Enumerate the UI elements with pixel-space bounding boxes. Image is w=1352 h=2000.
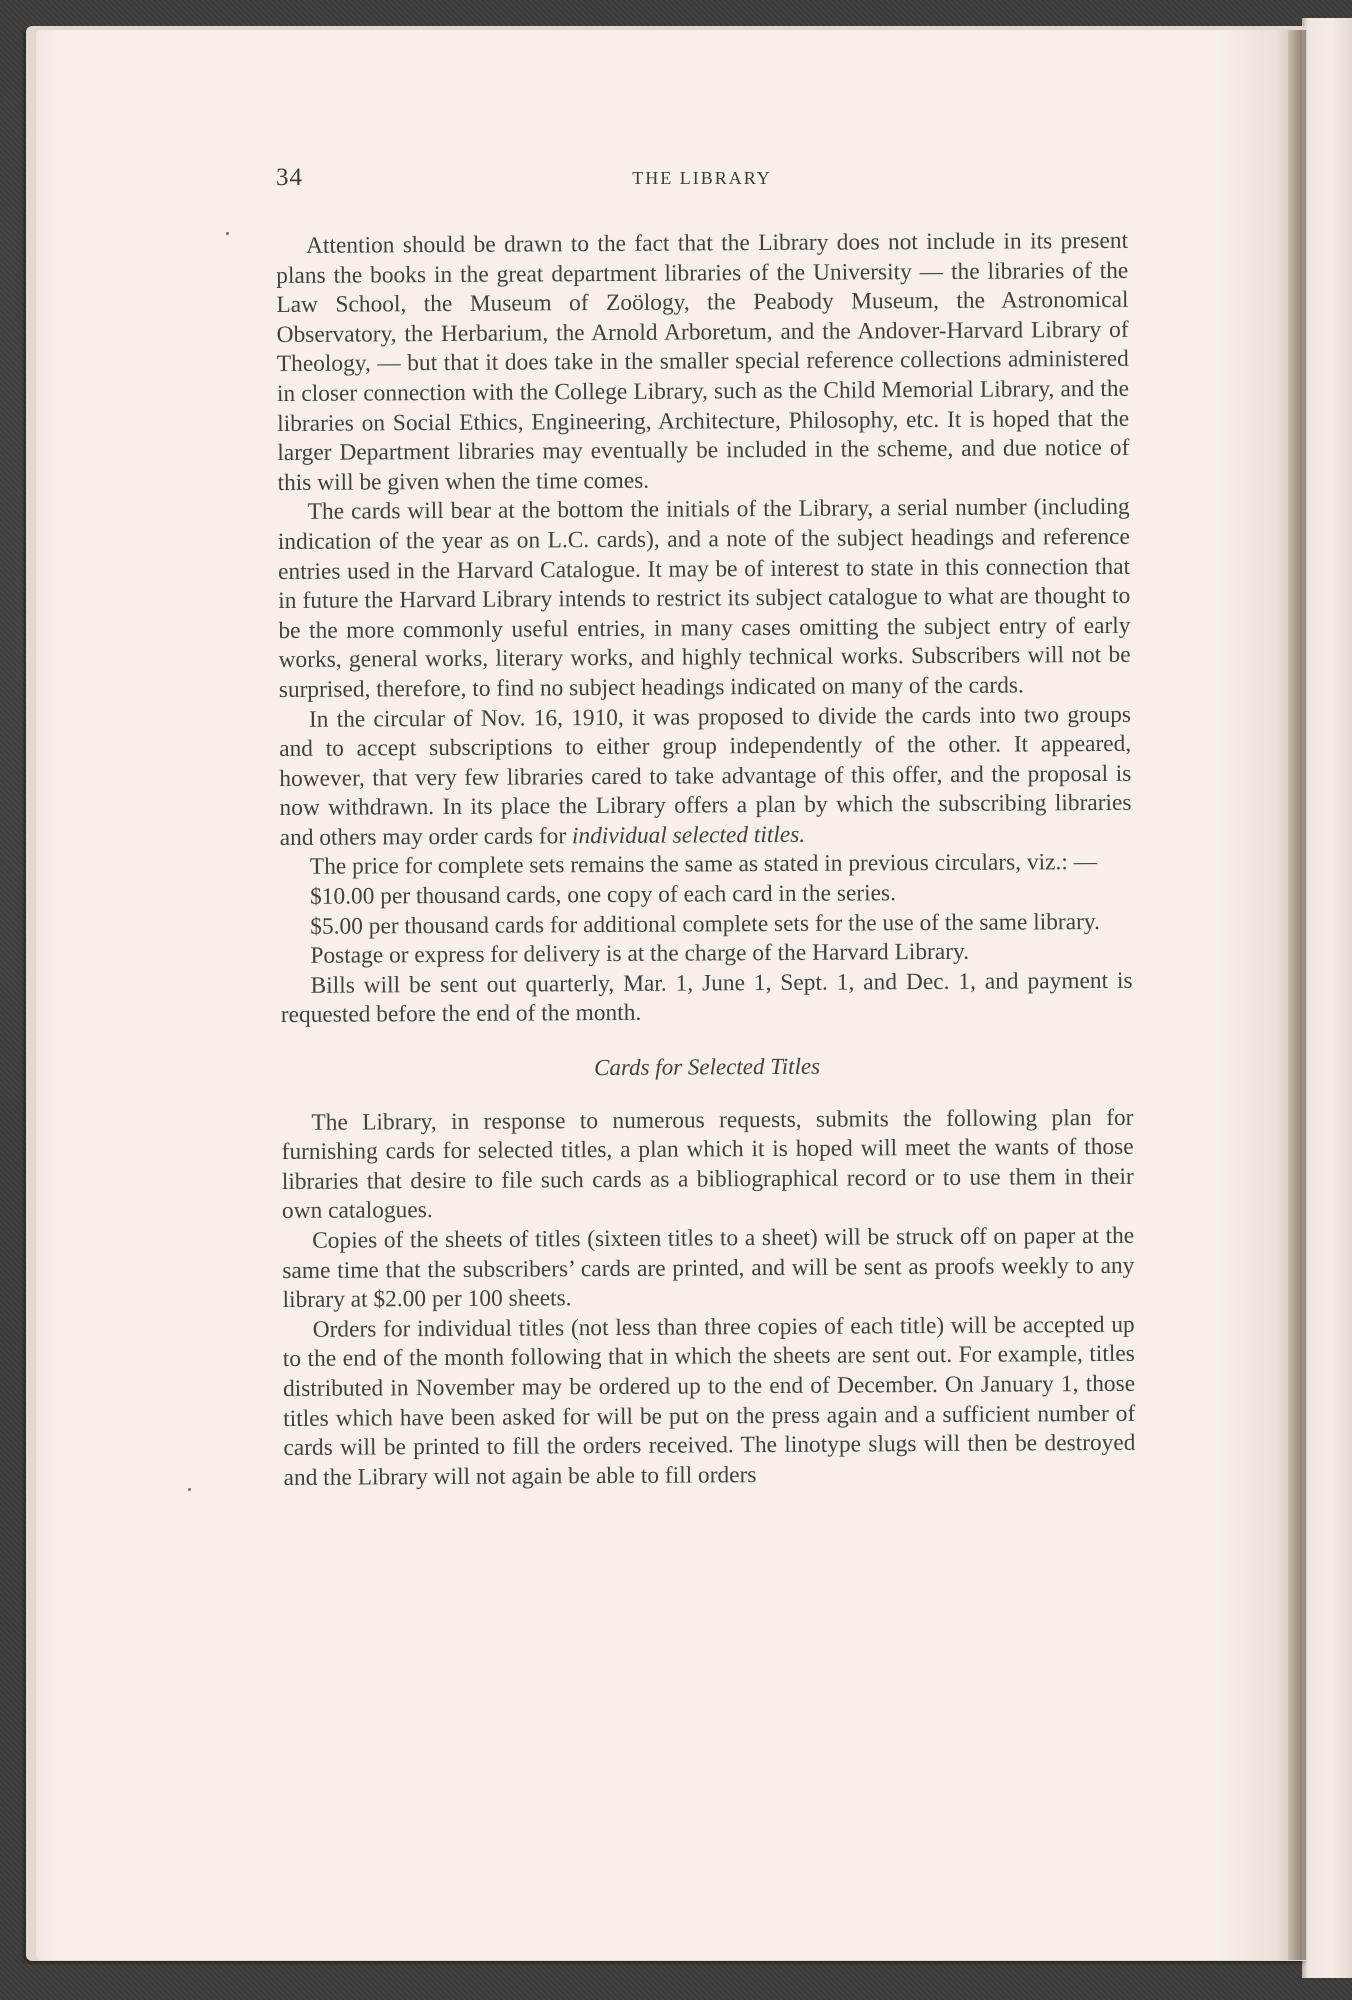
- price-line-complete: $10.00 per thousand cards, one copy of each card in the series.: [309, 880, 897, 910]
- page-header: [276, 164, 1128, 200]
- body-text: [276, 227, 1136, 1494]
- section-heading: Cards for Selected Titles: [594, 1053, 821, 1081]
- paragraph-departments: Attention should be drawn to the fact that the Library does not include in its present plans the books in the great department libraries of the University — the libraries of the Law School, the Museum of Zoölogy, the Peabody Museum, the Astronomical Observatory, the Herbarium, the Arnold Arboretum, and the Andover-Harvard Library of Theology, — but that it does take in the smaller special reference collections administered in closer connection with the College Library, such as the Child Memorial Library, and the libraries on Social Ethics, Engineering, Architecture, Philosophy, etc. It is hoped that the larger Department libraries may eventually be included in the scheme, and due notice of this will be given when the time comes.: [276, 227, 1130, 496]
- paragraph-circular-italic: individual selected titles.: [571, 821, 806, 850]
- price-line-additional: $5.00 per thousand cards for additional complete sets for the use of the same library.: [310, 908, 1100, 940]
- next-page-edge: [1302, 18, 1352, 1978]
- paper-speck: [188, 1488, 191, 1491]
- running-head: THE LIBRARY: [632, 168, 772, 188]
- paragraph-sheet-copies: Copies of the sheets of titles (sixteen titles to a sheet) will be struck off on paper at the same time that the subscribers’ cards are printed, and will be sent as proofs weekly to any library at $2.00 per 100 sheets.: [282, 1222, 1135, 1314]
- paragraph-orders: Orders for individual titles (not less than three copies of each title) will be accepted up to the end of the month following that in which the sheets are sent out. For example, titles distributed in November may be ordered up to the end of December. On January 1, those titles which have been asked for will be put on the press again and a sufficient number of cards will be printed to fill the orders received. The linotype slugs will then be destroyed and the Library will not again be able to fill orders: [282, 1311, 1136, 1491]
- paragraph-bills: Bills will be sent out quarterly, Mar. 1, June 1, Sept. 1, and Dec. 1, and payment is requested before the end of the month.: [280, 967, 1133, 1029]
- paragraph-circular: [279, 700, 1132, 853]
- gutter-shadow: [1288, 30, 1306, 1960]
- paragraph-circular-text: In the circular of Nov. 16, 1910, it was proposed to divide the cards into two groups and to accept subscriptions to either group independently of the other. It appeared, however, that very few libraries cared to take advantage of this offer, and the proposal is now withdrawn. In its place the Library offers a plan by which the subscribing libraries and others may order cards for: [279, 701, 1132, 851]
- paragraph-selected-plan: The Library, in response to numerous requests, submits the following plan for furnishing cards for selected titles, a plan which it is hoped will meet the wants of those libraries that desire to file such cards as a bibliographical record or to use them in their own catalogues.: [281, 1104, 1134, 1225]
- paragraph-postage: Postage or express for delivery is at the charge of the Harvard Library.: [310, 939, 970, 970]
- paragraph-card-details: The cards will bear at the bottom the initials of the Library, a serial number (including indication of the year as on L.C. cards), and a note of the subject headings and reference entries used in the Harvard Catalogue. It may be of interest to state in this connection that in future the Harvard Library intends to restrict its subject catalogue to what are thought to be the more commonly useful entries, in many cases omitting the subject entry of early works, general works, literary works, and highly technical works. Subscribers will not be surprised, therefore, to find no subject headings indicated on many of the cards.: [277, 494, 1131, 703]
- paragraph-price: The price for complete sets remains the same as stated in previous circulars, viz.: —: [309, 849, 1098, 881]
- paper-speck: [226, 232, 229, 235]
- page-number: 34: [276, 164, 303, 191]
